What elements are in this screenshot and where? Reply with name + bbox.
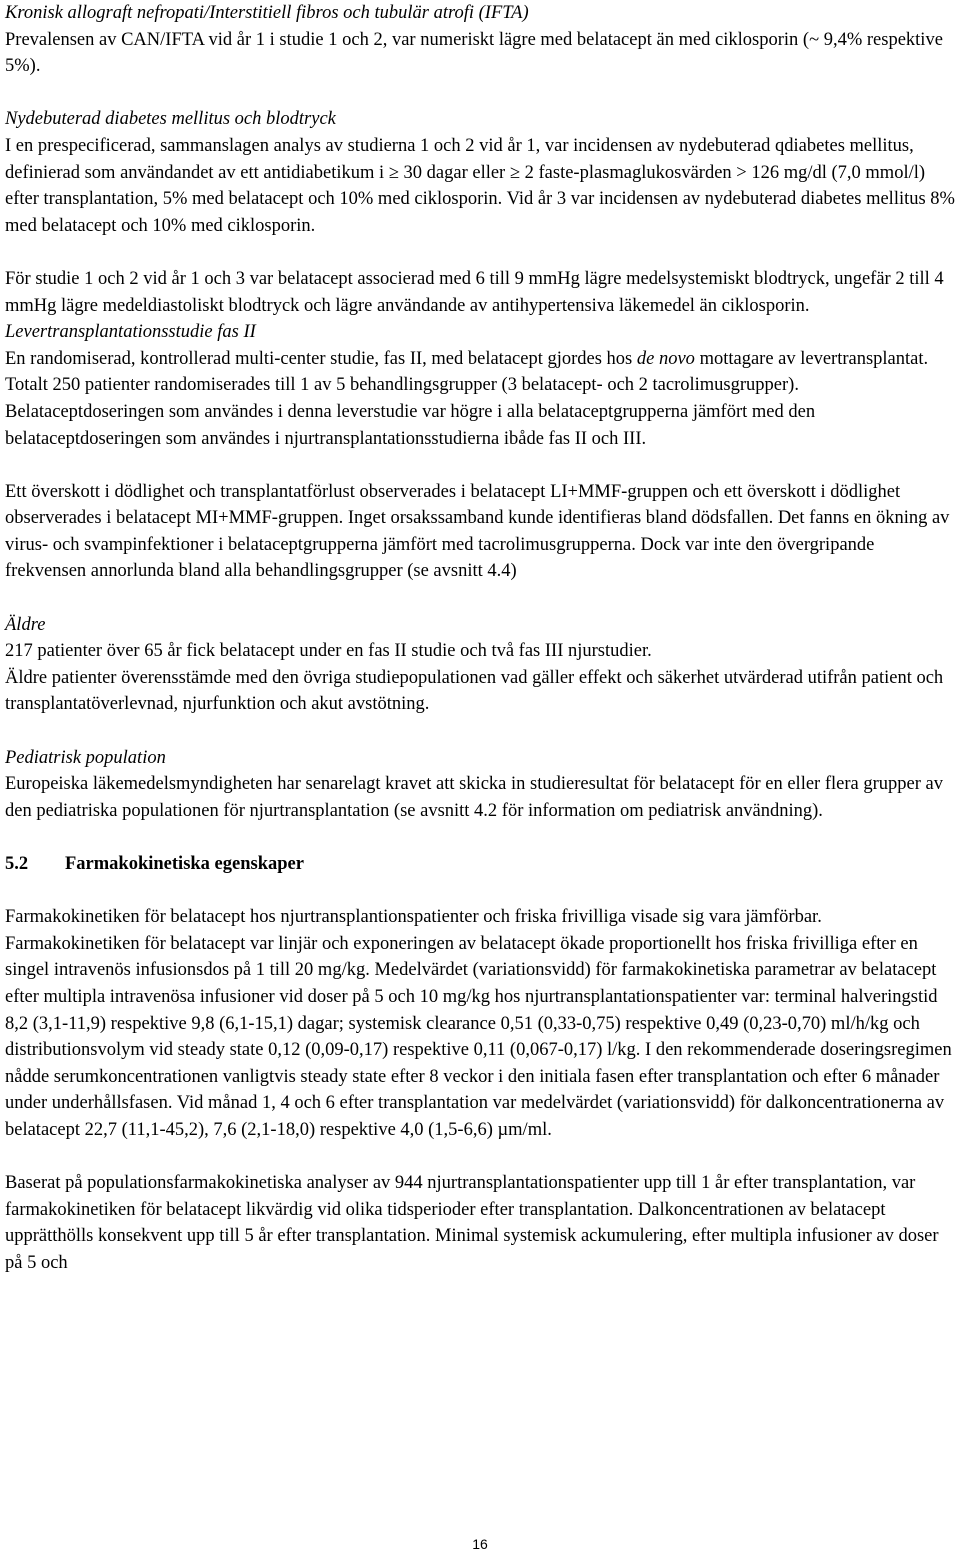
ifta-paragraph: Prevalensen av CAN/IFTA vid år 1 i studie 1 och 2, var numeriskt lägre med belatacept än med ciklosporin (~ 9,4% respektive 5%). [5,29,943,77]
pediatric-heading: Pediatrisk population [5,747,166,768]
elderly-line-1: 217 patienter över 65 år fick belatacept under en fas II studie och två fas III njurstudier. [5,641,652,662]
spacer [5,878,957,905]
spacer [5,80,957,107]
spacer [5,452,957,479]
blood-pressure-paragraph: För studie 1 och 2 vid år 1 och 3 var belatacept associerad med 6 till 9 mmHg lägre medelsystemiskt blodtryck, ungefär 2 till 4 mmHg lägre medeldiastoliskt blodtryck och lägre användande av antihypertensiva läkemedel än ciklosporin. [5,268,944,316]
liver-paragraph [5,346,957,452]
spacer [5,718,957,745]
elderly-line-2: Äldre patienter överensstämde med den övriga studiepopulationen vad gäller effekt och säkerhet utvärderad utifrån patient och transplantatöverlevnad, njurfunktion och akut avstötning. [5,667,944,715]
spacer [5,239,957,266]
spacer [5,1144,957,1171]
mortality-paragraph: Ett överskott i dödlighet och transplantatförlust observerades i belatacept LI+MMF-gruppen och ett överskott i dödlighet observerades i belatacept MI+MMF-gruppen. Inget orsakssamband kunde identifieras bland dödsfallen. Det fanns en ökning av virus- och svampinfektioner i belataceptgrupperna jämfört med tacrolimusgrupperna. Dock var inte den övergripande frekvensen annorlunda bland alla behandlingsgrupper (se avsnitt 4.4) [5,481,950,582]
diabetes-paragraph: I en prespecificerad, sammanslagen analys av studierna 1 och 2 vid år 1, var incidensen av nydebuterad qdiabetes mellitus, definierad som användandet av ett antidiabetikum i ≥ 30 dagar eller ≥ 2 faste-plasmaglukosvärden > 126 mg/dl (7,0 mmol/l) efter transplantation, 5% med belatacept och 10% med ciklosporin. Vid år 3 var incidensen av nydebuterad diabetes mellitus 8% med belatacept och 10% med ciklosporin. [5,135,955,236]
spacer [5,585,957,612]
ifta-heading: Kronisk allograft nefropati/Interstitiell fibros och tubulär atrofi (IFTA) [5,3,529,23]
liver-text-after: mottagare av levertransplantat. Totalt 250 patienter randomiserades till 1 av 5 behandlingsgrupper (3 belatacept- och 2 tacrolimusgrupper). Belataceptdoseringen som användes i denna leverstudie var högre i alla belataceptgrupperna jämfört med den belataceptdoseringen som användes i njurtransplantationsstudierna ibåde fas II och III. [5,348,929,449]
document-page [5,0,957,1277]
liver-text-before: En randomiserad, kontrollerad multi-center studie, fas II, med belatacept gjordes hos [5,348,637,369]
liver-text-italic: de novo [636,348,695,369]
diabetes-heading: Nydebuterad diabetes mellitus och blodtryck [5,109,336,130]
pk-paragraph-1: Farmakokinetiken för belatacept hos njurtransplantionspatienter och friska frivilliga visade sig vara jämförbar. Farmakokinetiken för belatacept var linjär och exponeringen av belatacept ökade proportionellt hos friska frivilliga efter en singel intravenös infusionsdos på 1 till 20 mg/kg. Medelvärdet (variationsvidd) för farmakokinetiska parametrar av belatacept efter multipla intravenösa infusioner vid doser på 5 och 10 mg/kg hos njurtransplantationspatienter var: terminal halveringstid 8,2 (3,1-11,9) respektive 9,8 (6,1-15,1) dagar; systemisk clearance 0,51 (0,33-0,75) respektive 0,49 (0,23-0,70) ml/h/kg och distributionsvolym vid steady state 0,12 (0,09-0,17) respektive 0,11 (0,067-0,17) l/kg. I den rekommenderade doseringsregimen nådde serumkoncentrationen vanligtvis steady state efter 8 veckor i den initiala fasen efter transplantation och efter 6 månader under underhållsfasen. Vid månad 1, 4 och 6 efter transplantation var medelvärdet (variationsvidd) för dalkoncentrationerna av belatacept 22,7 (11,1-45,2), 7,6 (2,1-18,0) respektive 4,0 (1,5-6,6) µm/ml. [5,907,952,1140]
page-number: 16 [472,1536,488,1552]
section-title: Farmakokinetiska egenskaper [65,854,304,874]
section-heading [5,851,957,878]
elderly-heading: Äldre [5,614,46,635]
pediatric-paragraph: Europeiska läkemedelsmyndigheten har senarelagt kravet att skicka in studieresultat för belatacept för en eller flera grupper av den pediatriska populationen för njurtransplantation (se avsnitt 4.2 för information om pediatrisk användning). [5,774,943,821]
section-number: 5.2 [5,854,29,874]
spacer [5,824,957,851]
pk-paragraph-2: Baserat på populationsfarmakokinetiska analyser av 944 njurtransplantationspatienter upp till 1 år efter transplantation, var farmakokinetiken för belatacept likvärdig vid olika tidsperioder efter transplantation. Dalkoncentrationen av belatacept upprätthölls konsekvent upp till 5 år efter transplantation. Minimal systemisk ackumulering, efter multipla infusioner av doser på 5 och [5,1173,939,1273]
liver-heading: Levertransplantationsstudie fas II [5,322,256,343]
